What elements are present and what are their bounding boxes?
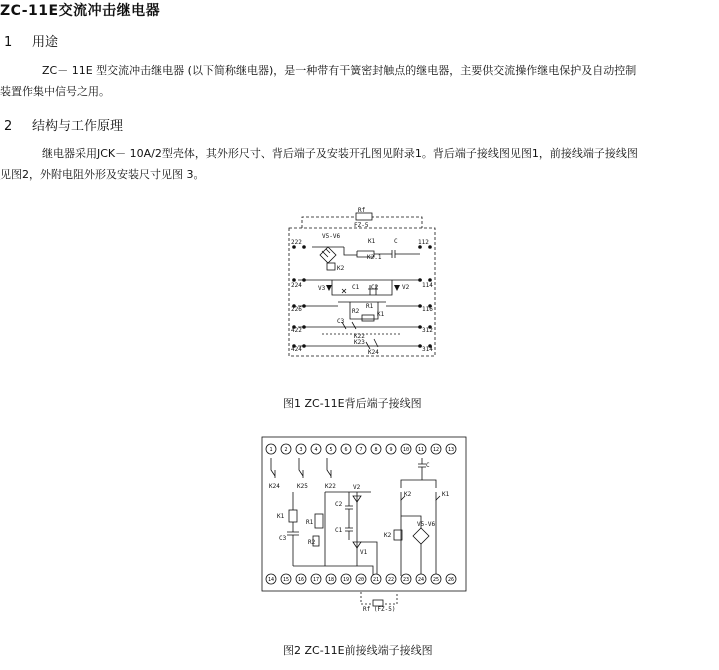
rf-label: Rf <box>358 207 366 214</box>
bottom-terminal-number: 19 <box>342 577 350 583</box>
v5v6-label: V5-V6 <box>322 233 341 240</box>
c1-label: C1 <box>335 527 343 534</box>
bottom-terminal-number: 25 <box>432 577 440 583</box>
r2-label: R2 <box>352 308 360 315</box>
figure-1-caption: 图1 ZC-11E背后端子接线图 <box>283 397 422 410</box>
figure-2-wiring-diagram <box>261 436 467 612</box>
paragraph-line: ZC－ 11E 型交流冲击继电器 (以下简称继电器)，是一种带有干簧密封触点的继电器，主要供交流操作继电保护及自动控制 <box>42 64 637 77</box>
top-terminal-number: 9 <box>389 447 393 453</box>
bottom-terminal-number: 24 <box>417 577 425 583</box>
terminal-424-label: 424 <box>291 346 302 353</box>
v2-label: V2 <box>353 484 361 491</box>
figure-2-caption: 图2 ZC-11E前接线端子接线图 <box>283 644 433 657</box>
top-terminal-number: 3 <box>299 447 303 453</box>
section-2-heading <box>0 115 123 134</box>
section-number: 2 <box>4 119 13 134</box>
v3-label: V3 <box>318 285 326 292</box>
bottom-terminal-number: 18 <box>327 577 335 583</box>
top-terminal-number: 8 <box>374 447 378 453</box>
terminal-112-label: 112 <box>418 239 429 246</box>
terminal-222-label: 222 <box>291 239 302 246</box>
k22-label: K22 <box>354 333 365 340</box>
paragraph-line: 装置作集中信号之用。 <box>0 85 110 98</box>
top-terminal-number: 7 <box>359 447 363 453</box>
top-terminal-number: 5 <box>329 447 333 453</box>
bottom-terminal-number: 23 <box>402 577 410 583</box>
section-number: 1 <box>4 35 13 50</box>
c1-label: C1 <box>352 284 360 291</box>
terminal-312-label: 312 <box>422 327 433 334</box>
section-title: 结构与工作原理 <box>32 119 124 134</box>
terminal-226-label: 226 <box>291 306 302 313</box>
c3-label: C3 <box>279 535 287 542</box>
top-terminal-number: 2 <box>284 447 288 453</box>
terminal-422-label: 422 <box>291 327 302 334</box>
terminal-114-label: 114 <box>422 282 433 289</box>
figure-1-wiring-diagram <box>282 207 447 369</box>
fz-label: FZ-5 <box>354 222 369 229</box>
terminal-116-label: 116 <box>422 306 433 313</box>
k25-label: K25 <box>297 483 308 490</box>
paragraph-line: 见图2，外附电阻外形及安装尺寸见图 3。 <box>0 168 205 181</box>
bottom-terminal-number: 14 <box>267 577 275 583</box>
c-label: C <box>394 238 398 245</box>
top-terminal-number: 4 <box>314 447 318 453</box>
k1-label: K1 <box>277 513 285 520</box>
bottom-terminal-number: 20 <box>357 577 365 583</box>
k2-contact-label: K2 <box>404 491 412 498</box>
bottom-terminal-number: 26 <box>447 577 455 583</box>
top-terminal-number: 6 <box>344 447 348 453</box>
bottom-terminal-number: 22 <box>387 577 395 583</box>
r1-label: R1 <box>366 303 374 310</box>
c3-label: C3 <box>337 318 345 325</box>
k1-coil-label: K1 <box>377 311 385 318</box>
c-label: C <box>426 462 430 469</box>
bottom-terminal-number: 17 <box>312 577 320 583</box>
top-terminal-number: 1 <box>269 447 273 453</box>
c2-label: C2 <box>371 284 379 291</box>
rf-label: Rf (FZ-5) <box>363 606 396 612</box>
top-terminal-number: 13 <box>447 447 455 453</box>
top-terminal-number: 12 <box>432 447 440 453</box>
v2-label: V2 <box>402 284 410 291</box>
k24-label: K24 <box>269 483 280 490</box>
v1-label: V1 <box>360 549 368 556</box>
section-1-body <box>0 60 712 102</box>
v5v6-label: V5-V6 <box>417 521 436 528</box>
section-1-heading <box>0 31 58 50</box>
c2-label: C2 <box>335 501 343 508</box>
k1-label: K1 <box>368 238 376 245</box>
bottom-terminal-number: 16 <box>297 577 305 583</box>
paragraph-line: 继电器采用JCK－ 10A/2型壳体，其外形尺寸、背后端子及安装开孔图见附录1。背后端子接线图见图1，前接线端子接线图 <box>42 147 638 160</box>
document-title: ZC-11E交流冲击继电器 <box>0 3 161 19</box>
k1-contact-label: K1 <box>442 491 450 498</box>
k2-contact-label: K2.1 <box>367 254 382 261</box>
terminal-224-label: 224 <box>291 282 302 289</box>
r2-label: R2 <box>308 539 316 546</box>
section-2-body <box>0 143 712 185</box>
k23-label: K23 <box>354 339 365 346</box>
bottom-terminal-number: 21 <box>372 577 380 583</box>
k24-label: K24 <box>368 349 379 356</box>
r1-label: R1 <box>306 519 314 526</box>
top-terminal-number: 10 <box>402 447 410 453</box>
top-terminal-number: 11 <box>417 447 425 453</box>
k2-coil-label: K2 <box>384 532 392 539</box>
k22-label: K22 <box>325 483 336 490</box>
bottom-terminal-number: 15 <box>282 577 290 583</box>
terminal-314-label: 314 <box>422 346 433 353</box>
k2-label: K2 <box>337 265 345 272</box>
section-title: 用途 <box>32 35 59 50</box>
